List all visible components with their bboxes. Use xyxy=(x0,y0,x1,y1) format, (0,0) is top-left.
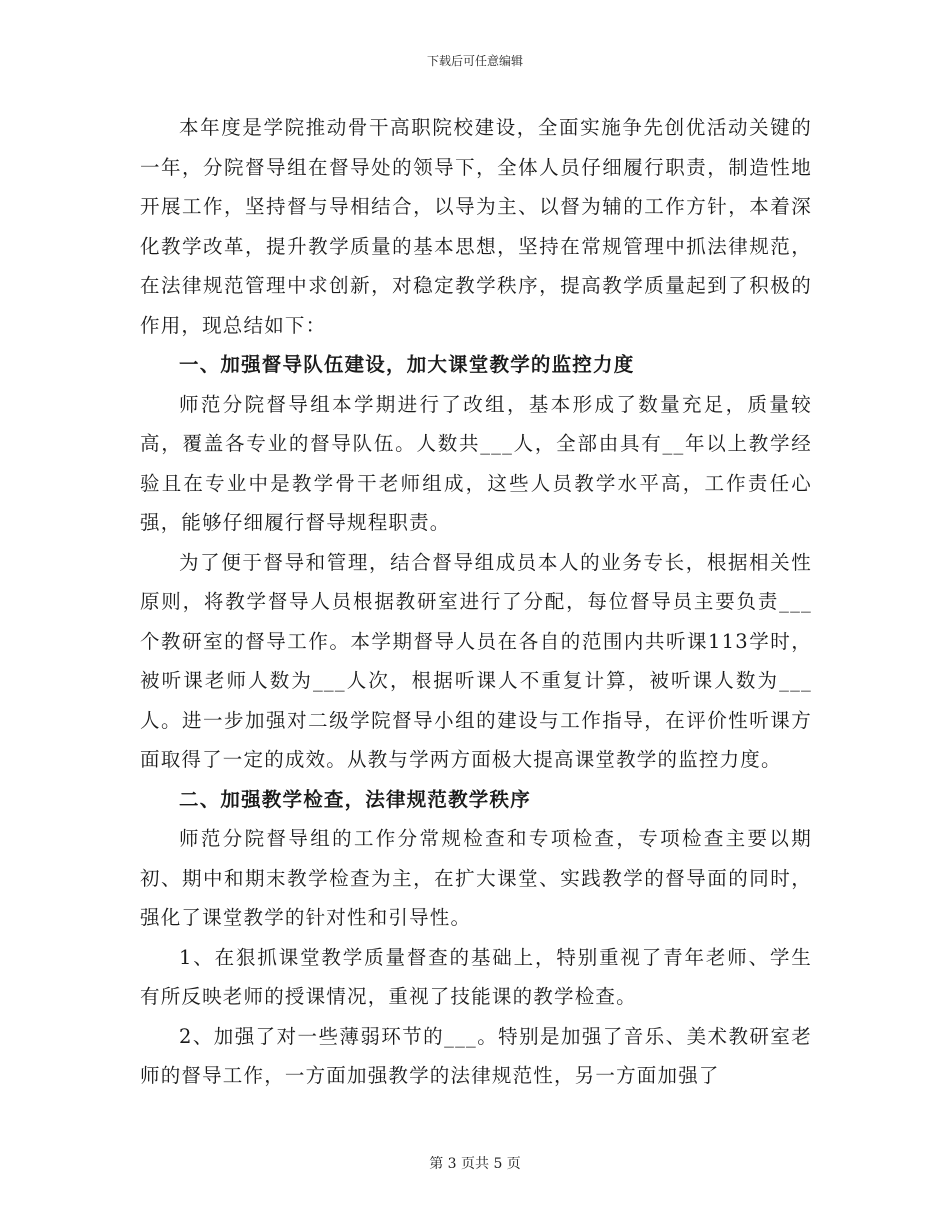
body-paragraph: 师范分院督导组的工作分常规检查和专项检查，专项检查主要以期初、期中和期末教学检查为主，在扩大课堂、实践教学的督导面的同时，强化了课堂教学的针对性和引导性。 xyxy=(140,827,812,929)
intro-paragraph: 本年度是学院推动骨干高职院校建设，全面实施争先创优活动关键的一年，分院督导组在督导处的领导下，全体人员仔细履行职责，制造性地开展工作，坚持督与导相结合，以导为主、以督为辅的工作方针，本着深化教学改革，提升教学质量的基本思想，坚持在常规管理中抓法律规范，在法律规范管理中求创新，对稳定教学秩序，提高教学质量起到了积极的作用，现总结如下： xyxy=(140,116,812,337)
section-heading-2: 二、加强教学检查，法律规范教学秩序 xyxy=(179,787,531,811)
document-body xyxy=(140,108,812,1096)
list-item: 2、加强了对一些薄弱环节的___。特别是加强了音乐、美术教研室老师的督导工作，一方面加强教学的法律规范性，另一方面加强了 xyxy=(140,1024,812,1087)
section-heading-1: 一、加强督导队伍建设，加大课堂教学的监控力度 xyxy=(179,353,635,376)
page-header: 下载后可任意编辑 xyxy=(426,54,523,68)
list-item: 1、在狠抓课堂教学质量督查的基础上，特别重视了青年老师、学生有所反映老师的授课情况，重视了技能课的教学检查。 xyxy=(140,945,812,1008)
body-paragraph: 为了便于督导和管理，结合督导组成员本人的业务专长，根据相关性原则，将教学督导人员根据教研室进行了分配，每位督导员主要负责___个教研室的督导工作。本学期督导人员在各自的范围内共听课113学时，被听课老师人数为___人次，根据听课人不重复计算，被听课人数为___人。进一步加强对二级学院督导小组的建设与工作指导，在评价性听课方面取得了一定的成效。从教与学两方面极大提高课堂教学的监控力度。 xyxy=(140,550,812,771)
body-paragraph: 师范分院督导组本学期进行了改组，基本形成了数量充足，质量较高，覆盖各专业的督导队伍。人数共___人，全部由具有__年以上教学经验且在专业中是教学骨干老师组成，这些人员教学水平高，工作责任心强，能够仔细履行督导规程职责。 xyxy=(140,392,812,534)
page-footer: 第 3 页共 5 页 xyxy=(429,1156,521,1172)
